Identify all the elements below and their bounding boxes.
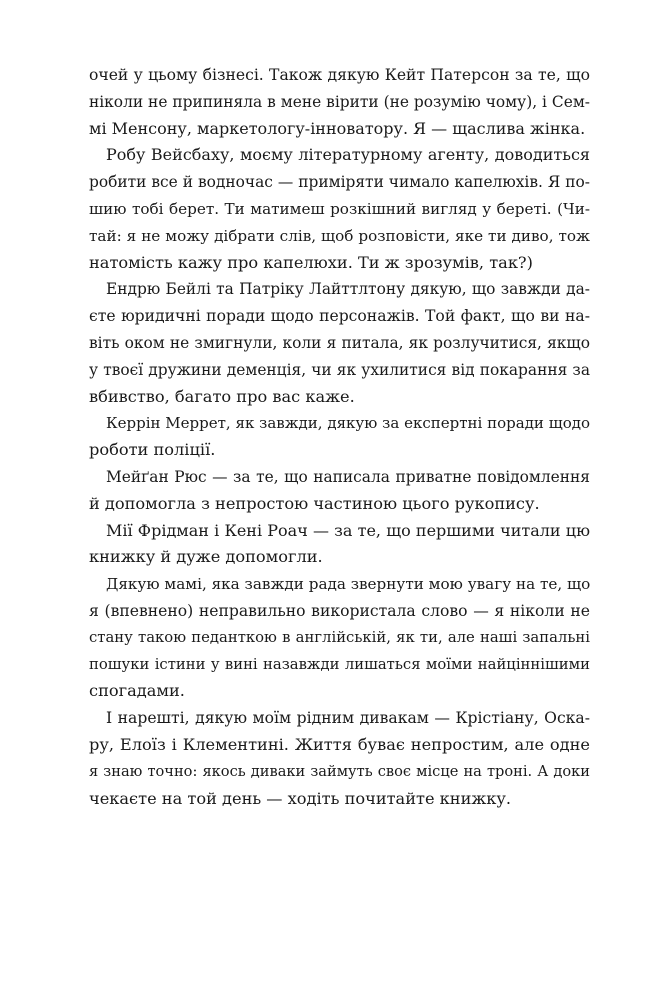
text-line: ніколи не припиняла в мене вірити (не розумію чому), і Сем- [89,92,590,111]
text-line: натомість кажу про капелюхи. Ти ж зрозумів, так?) [89,252,533,272]
text-line: роботи поліції. [89,440,216,460]
text-line: Мії Фрідман і Кені Роач — за те, що першими читали цю [106,520,590,540]
paragraph-1 [89,62,590,142]
text-line: І нарешті, дякую моїм рідним дивакам — Крістіану, Оска- [106,709,590,728]
text-line: Дякую мамі, яка завжди рада звернути мою увагу на те, що [106,575,591,594]
paragraph-3 [89,276,590,410]
paragraph-5 [89,464,590,518]
text-line: чекаєте на той день — ходіть почитайте книжку. [89,788,512,808]
text-line: у твоєї дружини деменція, чи як ухилитися від покарання за [89,360,590,379]
text-line: мі Менсону, маркетологу-інноватору. Я — щаслива жінка. [89,118,586,138]
text-line: спогадами. [89,681,185,701]
text-line: тай: я не можу дібрати слів, щоб розповісти, яке ти диво, тож [89,226,590,245]
text-line: єте юридичні поради щодо персонажів. Той факт, що ви на- [89,307,590,326]
text-line: я (впевнено) неправильно використала слово — я ніколи не [89,601,590,620]
text-line: Робу Вейсбаху, моєму літературному агенту, доводиться [106,145,590,165]
text-line: вбивство, багато про вас каже. [89,386,355,406]
paragraph-4 [89,410,590,464]
paragraph-2 [89,142,590,276]
text-line: очей у цьому бізнесі. Також дякую Кейт Патерсон за те, що [89,66,590,84]
text-line: стану такою педанткою в англійській, як ти, але наші запальні [89,628,590,646]
text-line: пошуки істини у вині назавжди лишаться моїми найціннішими [89,655,590,673]
text-line: шию тобі берет. Ти матимеш розкішний вигляд у береті. (Чи- [89,199,590,218]
text-line: Мейґан Рюс — за те, що написала приватне повідомлення [106,467,590,486]
text-line: Ендрю Бейлі та Патріку Лайттлтону дякую, що завжди да- [106,280,590,299]
acknowledgements-text [89,62,590,812]
paragraph-7 [89,571,590,705]
text-line: робити все й водночас — приміряти чимало капелюхів. Я по- [89,173,590,192]
text-line: я знаю точно: якось диваки займуть своє місце на троні. А доки [89,762,590,780]
paragraph-8 [89,705,590,812]
text-line: ру, Елоїз і Клементині. Життя буває непростим, але одне [89,734,590,754]
paragraph-6 [89,518,590,572]
text-line: віть оком не змигнули, коли я питала, як розлучитися, якщо [89,333,590,352]
text-line: й допомогла з непростою частиною цього рукопису. [89,493,540,513]
text-line: Керрін Меррет, як завжди, дякую за експертні поради щодо [106,414,590,433]
text-line: книжку й дуже допомогли. [89,547,323,567]
